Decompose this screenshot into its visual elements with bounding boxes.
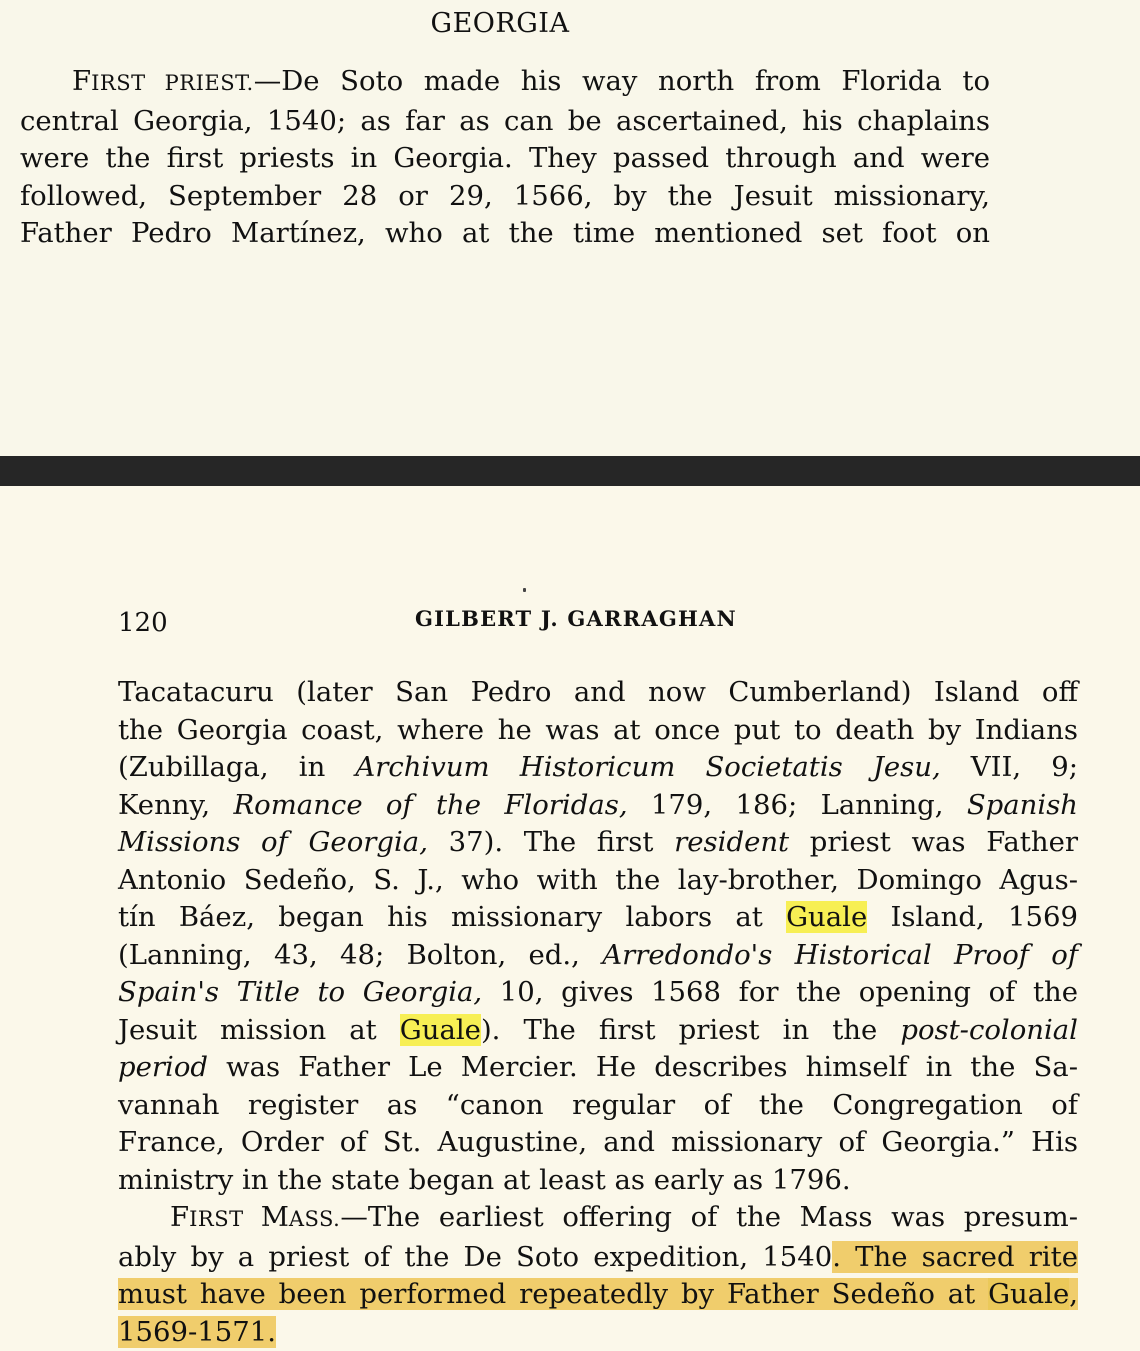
page-divider <box>0 456 1140 486</box>
text-line: ably by a priest of the De Soto expedition, 1540. The sacred rite <box>118 1239 1078 1277</box>
page-number: 120 <box>118 608 168 638</box>
highlight-sentence: . The sacred rite <box>832 1241 1078 1273</box>
continued-paragraph <box>118 674 1078 1351</box>
text-line: followed, September 28 or 29, 1566, by the Jesuit missionary, <box>20 178 990 216</box>
text-line: Spain's Title to Georgia, 10, gives 1568 for the opening of the <box>118 974 1078 1012</box>
text-line: period was Father Le Mercier. He describes himself in the Sa- <box>118 1049 1078 1087</box>
text-line: Jesuit mission at Guale). The first priest in the post-colonial <box>118 1012 1078 1050</box>
text-line: were the first priests in Georgia. They passed through and were <box>20 140 990 178</box>
text-line: Missions of Georgia, 37). The first resident priest was Father <box>118 824 1078 862</box>
text-line: must have been performed repeatedly by Father Sedeño at Guale, <box>118 1276 1078 1314</box>
highlight-guale: Guale <box>988 1278 1069 1310</box>
text-line: France, Order of St. Augustine, and missionary of Georgia.” His <box>118 1124 1078 1162</box>
text-line: the Georgia coast, where he was at once put to death by Indians <box>118 712 1078 750</box>
text-line: FIRST PRIEST.—De Soto made his way north from Florida to <box>20 63 990 103</box>
text-line: central Georgia, 1540; as far as can be ascertained, his chaplains <box>20 103 990 141</box>
text-line: ministry in the state began at least as early as 1796. <box>118 1162 1078 1200</box>
text-line: (Lanning, 43, 48; Bolton, ed., Arredondo's Historical Proof of <box>118 937 1078 975</box>
text-line: Father Pedro Martínez, who at the time mentioned set foot on <box>20 215 990 253</box>
text-line <box>118 1314 1078 1351</box>
text-line: Kenny, Romance of the Floridas, 179, 186; Lanning, Spanish <box>118 787 1078 825</box>
text-line: (Zubillaga, in Archivum Historicum Societatis Jesu, VII, 9; <box>118 749 1078 787</box>
highlight-sentence: must have been performed repeatedly by Father Sedeño at <box>118 1278 988 1310</box>
highlight-guale: Guale <box>786 901 867 933</box>
highlight-guale: Guale <box>400 1014 481 1046</box>
first-priest-paragraph <box>20 63 990 253</box>
running-head: GILBERT J. GARRAGHAN <box>415 606 737 631</box>
page-heading: GEORGIA <box>0 8 1000 39</box>
top-page <box>0 0 1140 456</box>
text-line: Antonio Sedeño, S. J., who with the lay-brother, Domingo Agus- <box>118 862 1078 900</box>
text-line: vannah register as “canon regular of the Congregation of <box>118 1087 1078 1125</box>
text-line: tín Báez, began his missionary labors at Guale Island, 1569 <box>118 899 1078 937</box>
text-line: Tacatacuru (later San Pedro and now Cumberland) Island off <box>118 674 1078 712</box>
print-speck <box>523 588 526 592</box>
first-mass-line: FIRST MASS.—The earliest offering of the Mass was presum- <box>118 1199 1078 1239</box>
highlight-sentence: 1569-1571. <box>118 1316 276 1348</box>
